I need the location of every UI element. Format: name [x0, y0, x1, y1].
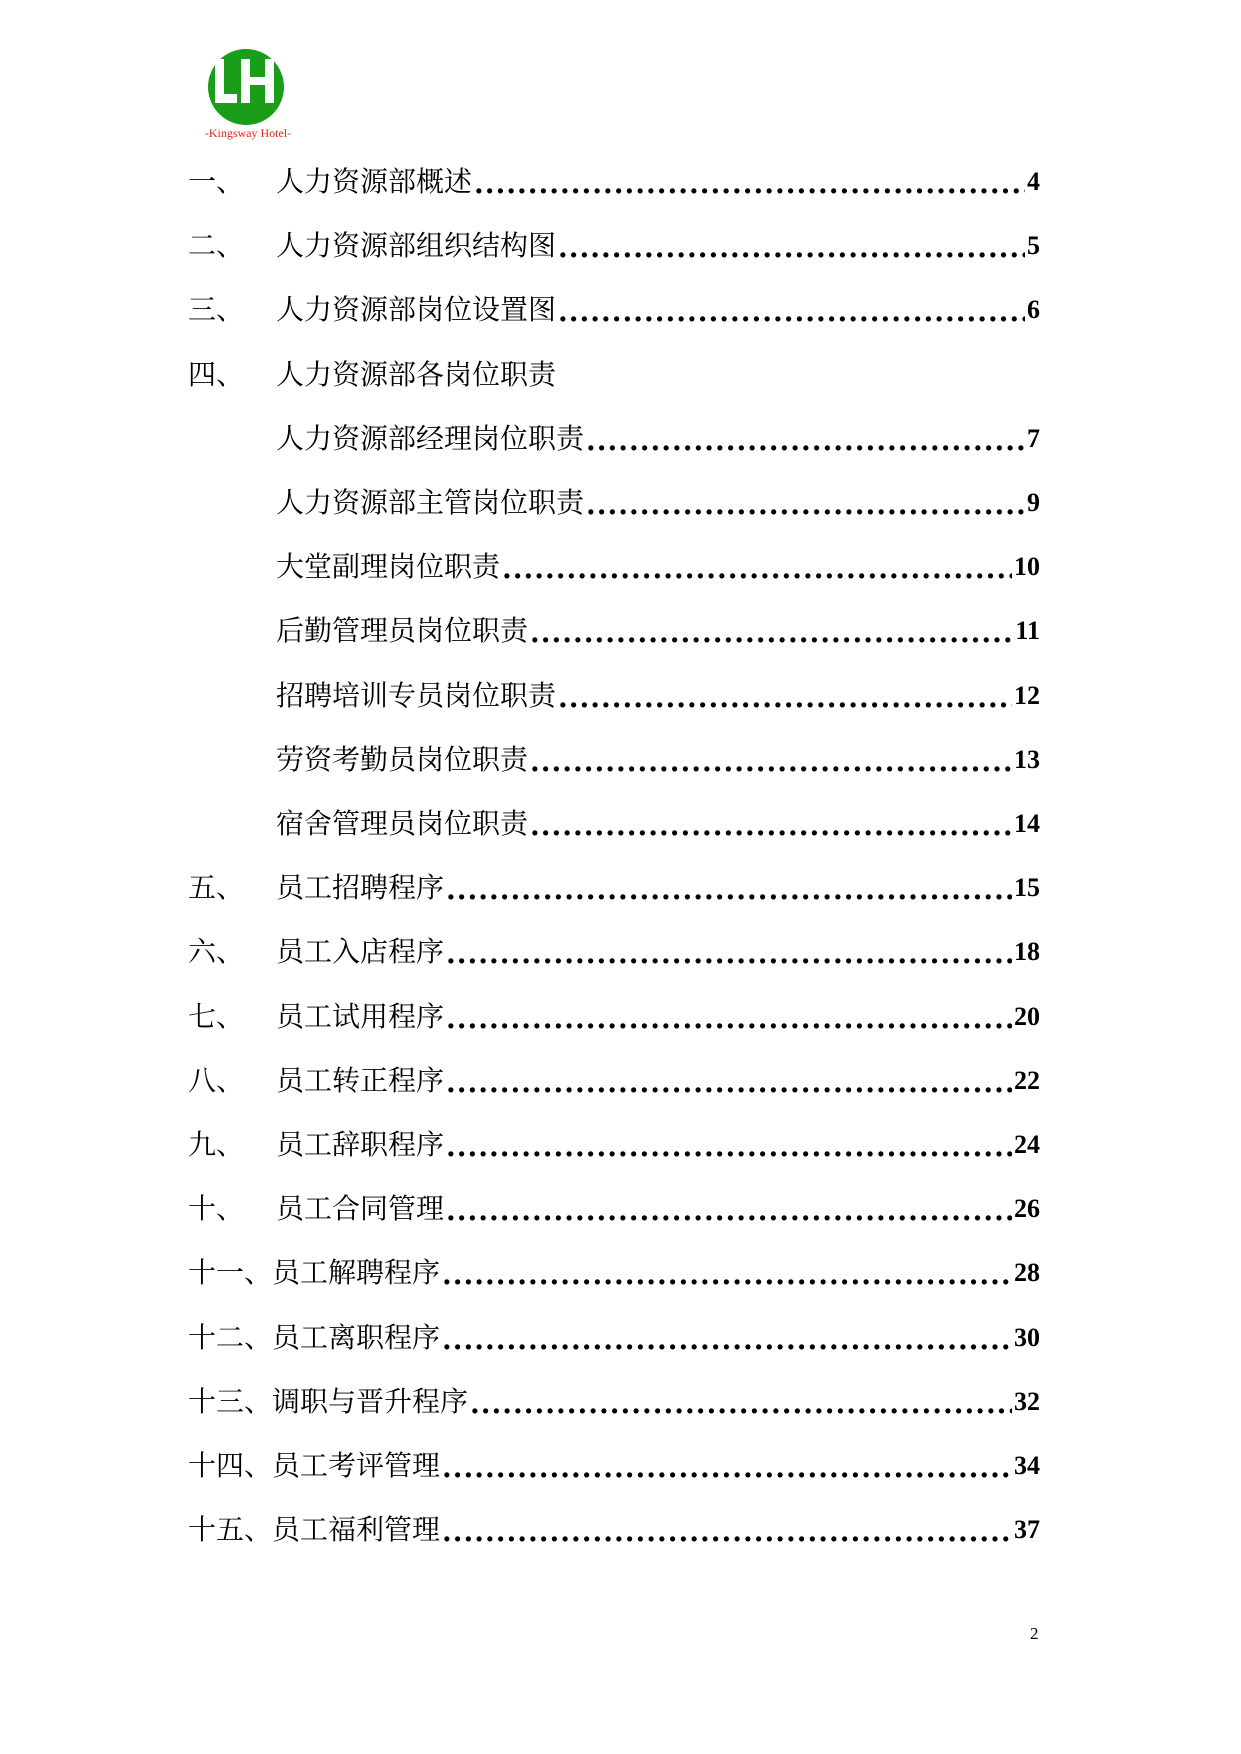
toc-dot-leader: [558, 230, 1025, 266]
toc-entry[interactable]: [188, 1057, 1040, 1101]
toc-entry-page: 32: [1014, 1387, 1040, 1416]
toc-dot-leader: [502, 551, 1012, 587]
toc-entry-title: 员工转正程序: [276, 1064, 445, 1097]
toc-entry-page: 7: [1027, 424, 1040, 453]
toc-entry-title: 员工合同管理: [276, 1192, 445, 1225]
toc-entry-page: 30: [1014, 1323, 1040, 1352]
toc-dot-leader: [586, 423, 1025, 459]
toc-entry-page: 15: [1014, 873, 1040, 902]
logo-caption: -Kingsway Hotel-: [204, 126, 292, 140]
toc-entry-title: 员工入店程序: [276, 935, 445, 968]
kingsway-hotel-logo-icon: [193, 47, 303, 147]
toc-entry-number: 三、: [188, 293, 245, 326]
toc-entry[interactable]: [188, 928, 1040, 972]
toc-entry[interactable]: [188, 222, 1040, 266]
toc-entry-title: 调职与晋升程序: [272, 1385, 469, 1418]
toc-entry-title: 员工福利管理: [272, 1513, 441, 1546]
toc-dot-leader: [470, 1386, 1012, 1422]
toc-entry-page: 37: [1014, 1515, 1040, 1544]
toc-entry[interactable]: [188, 351, 1040, 395]
toc-dot-leader: [474, 166, 1025, 202]
toc-entry-number: 四、: [188, 358, 245, 391]
toc-entry-title: 劳资考勤员岗位职责: [276, 743, 529, 776]
toc-dot-leader: [558, 680, 1012, 716]
toc-entry[interactable]: [188, 1185, 1040, 1229]
toc-entry-title: 员工辞职程序: [276, 1128, 445, 1161]
toc-dot-leader: [446, 1001, 1012, 1037]
toc-entry-title: 员工招聘程序: [276, 871, 445, 904]
toc-entry-page: 13: [1014, 745, 1040, 774]
toc-entry-page: 34: [1014, 1451, 1040, 1480]
toc-entry[interactable]: [188, 672, 1040, 716]
toc-entry-title: 人力资源部岗位设置图: [276, 293, 557, 326]
toc-entry[interactable]: [188, 286, 1040, 330]
toc-entry[interactable]: [188, 1378, 1040, 1422]
toc-entry-title: 员工解聘程序: [272, 1256, 441, 1289]
toc-entry-title: 员工考评管理: [272, 1449, 441, 1482]
toc-entry-page: 4: [1027, 167, 1040, 196]
toc-entry-title: 后勤管理员岗位职责: [276, 614, 529, 647]
toc-entry-page: 14: [1014, 809, 1040, 838]
toc-entry[interactable]: [188, 1121, 1040, 1165]
toc-entry-page: 22: [1014, 1066, 1040, 1095]
toc-dot-leader: [446, 936, 1012, 972]
toc-entry-number: 十三、: [188, 1385, 273, 1418]
page-number: 2: [1030, 1624, 1039, 1643]
toc-entry-title: 员工试用程序: [276, 1000, 445, 1033]
toc-dot-leader: [446, 1193, 1012, 1229]
toc-entry-page: 6: [1027, 295, 1040, 324]
toc-entry-title: 招聘培训专员岗位职责: [276, 679, 557, 712]
toc-entry-number: 九、: [188, 1128, 245, 1161]
toc-entry-number: 五、: [188, 871, 245, 904]
toc-dot-leader: [442, 1322, 1012, 1358]
toc-entry[interactable]: [188, 864, 1040, 908]
toc-entry[interactable]: [188, 800, 1040, 844]
toc-entry-page: 26: [1014, 1194, 1040, 1223]
toc-dot-leader: [558, 294, 1025, 330]
toc-dot-leader: [530, 615, 1013, 651]
toc-entry-title: 人力资源部主管岗位职责: [276, 486, 585, 519]
toc-dot-leader: [446, 1129, 1012, 1165]
toc-dot-leader: [586, 487, 1025, 523]
toc-entry-number: 八、: [188, 1064, 245, 1097]
toc-entry-number: 七、: [188, 1000, 245, 1033]
toc-entry[interactable]: [188, 543, 1040, 587]
toc-entry-title: 人力资源部各岗位职责: [276, 358, 557, 391]
toc-entry-page: 18: [1014, 937, 1040, 966]
toc-entry-number: 十一、: [188, 1256, 273, 1289]
toc-entry-title: 员工离职程序: [272, 1321, 441, 1354]
toc-entry-number: 十二、: [188, 1321, 273, 1354]
toc-entry-page: 10: [1014, 552, 1040, 581]
toc-dot-leader: [530, 744, 1012, 780]
toc-entry[interactable]: [188, 1506, 1040, 1550]
toc-entry-number: 十五、: [188, 1513, 273, 1546]
toc-entry-number: 二、: [188, 229, 245, 262]
toc-entry[interactable]: [188, 158, 1040, 202]
toc-entry[interactable]: [188, 1249, 1040, 1293]
toc-entry-title: 宿舍管理员岗位职责: [276, 807, 529, 840]
toc-entry-page: 9: [1027, 488, 1040, 517]
toc-dot-leader: [446, 872, 1012, 908]
toc-entry-page: 12: [1014, 681, 1040, 710]
toc-entry[interactable]: [188, 607, 1040, 651]
toc-entry[interactable]: [188, 993, 1040, 1037]
toc-entry[interactable]: [188, 736, 1040, 780]
toc-entry-number: 十四、: [188, 1449, 273, 1482]
toc-dot-leader: [442, 1514, 1012, 1550]
toc-entry-page: 20: [1014, 1002, 1040, 1031]
toc-entry-number: 六、: [188, 935, 245, 968]
toc-dot-leader: [446, 1065, 1012, 1101]
toc-entry-page: 28: [1014, 1258, 1040, 1287]
toc-entry-title: 人力资源部组织结构图: [276, 229, 557, 262]
toc-entry[interactable]: [188, 1442, 1040, 1486]
toc-entry-number: 十、: [188, 1192, 245, 1225]
toc-entry-title: 大堂副理岗位职责: [276, 550, 501, 583]
toc-entry-page: 24: [1014, 1130, 1040, 1159]
toc-dot-leader: [442, 1450, 1012, 1486]
toc-dot-leader: [530, 808, 1012, 844]
toc-entry[interactable]: [188, 1314, 1040, 1358]
toc-entry-title: 人力资源部概述: [276, 165, 473, 198]
hotel-logo: [193, 47, 303, 147]
toc-entry-title: 人力资源部经理岗位职责: [276, 422, 585, 455]
toc-entry-page: 11: [1015, 616, 1040, 645]
toc-dot-leader: [442, 1257, 1012, 1293]
toc-entry-number: 一、: [188, 165, 245, 198]
toc-entry-page: 5: [1027, 231, 1040, 260]
toc-entry[interactable]: [188, 415, 1040, 459]
toc-entry[interactable]: [188, 479, 1040, 523]
